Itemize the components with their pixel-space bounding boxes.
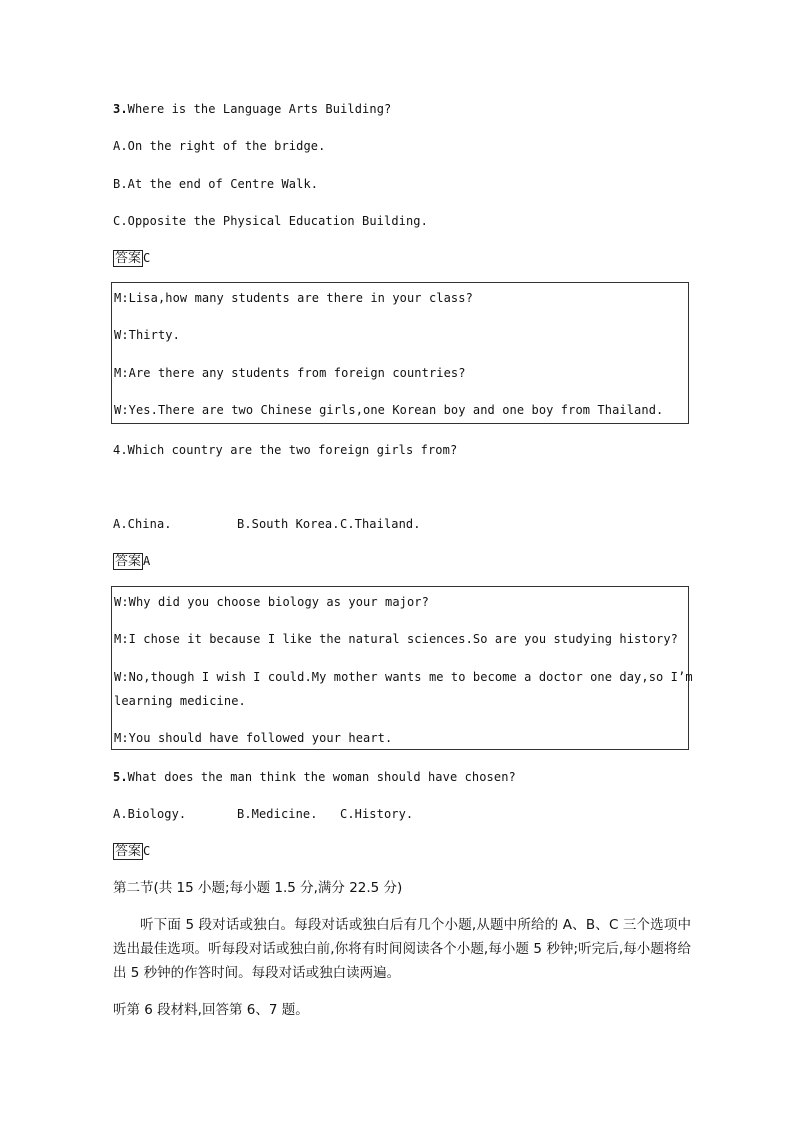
transcript-box xyxy=(111,282,689,424)
answer-tag: 答案 xyxy=(115,251,142,266)
answer-value: C xyxy=(143,844,151,858)
question-number: 4. xyxy=(113,443,128,457)
question-text: What does the man think the woman should have chosen? xyxy=(127,770,516,784)
option-a: A.China. xyxy=(113,517,172,531)
question-4 xyxy=(113,441,457,459)
section-instructions: 听下面 5 段对话或独白。每段对话或独白后有几个小题,从题中所给的 A、B、C 三个选项中选出最佳选项。听每段对话或独白前,你将有时间阅读各个小题,每小题 5 秒钟;听完后,每小题将给出 5 秒钟的作答时间。每段对话或独白读两遍。 xyxy=(113,917,691,981)
transcript-line: W:No,though I wish I could.My mother wants me to become a doctor one day,so I’m xyxy=(114,670,693,684)
question-number: 3. xyxy=(113,102,128,116)
answer-3 xyxy=(113,249,150,268)
next-material-instruction: 听第 6 段材料,回答第 6、7 题。 xyxy=(113,1002,309,1018)
transcript-line: W:Yes.There are two Chinese girls,one Korean boy and one boy from Thailand. xyxy=(114,403,664,417)
transcript-line: W:Why did you choose biology as your major? xyxy=(114,595,429,609)
transcript-line: M:You should have followed your heart. xyxy=(114,731,393,745)
transcript-line: learning medicine. xyxy=(114,694,246,708)
answer-value: C xyxy=(143,251,151,265)
option-a: A.Biology. xyxy=(113,807,187,821)
answer-4 xyxy=(113,552,150,571)
answer-5 xyxy=(113,842,150,861)
answer-tag: 答案 xyxy=(115,554,142,569)
transcript-line: W:Thirty. xyxy=(114,328,180,342)
section-heading: 第二节(共 15 小题;每小题 1.5 分,满分 22.5 分) xyxy=(113,880,403,896)
transcript-line: M:Are there any students from foreign countries? xyxy=(114,366,466,380)
transcript-line: M:Lisa,how many students are there in your class? xyxy=(114,291,473,305)
question-text: Which country are the two foreign girls from? xyxy=(127,443,458,457)
option-b: B.South Korea. xyxy=(237,517,340,531)
question-text: Where is the Language Arts Building? xyxy=(127,102,392,116)
answer-tag: 答案 xyxy=(115,844,142,859)
option-c: C.Opposite the Physical Education Building. xyxy=(113,214,428,228)
option-c: C.History. xyxy=(340,807,414,821)
option-a: A.On the right of the bridge. xyxy=(113,139,326,153)
question-number: 5. xyxy=(113,770,128,784)
option-b: B.At the end of Centre Walk. xyxy=(113,177,319,191)
transcript-line: M:I chose it because I like the natural sciences.So are you studying history? xyxy=(114,632,678,646)
question-5 xyxy=(113,768,516,786)
option-c: C.Thailand. xyxy=(340,517,421,531)
question-3 xyxy=(113,100,391,118)
answer-value: A xyxy=(143,554,151,568)
option-b: B.Medicine. xyxy=(237,807,318,821)
transcript-box xyxy=(111,586,693,750)
